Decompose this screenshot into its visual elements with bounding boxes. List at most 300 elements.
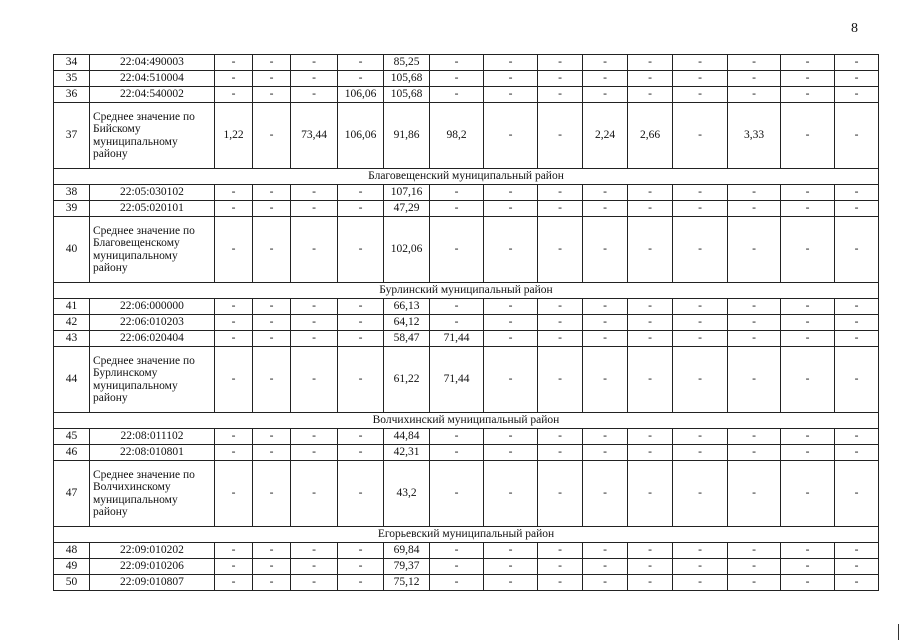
- value-cell: 105,68: [384, 71, 430, 87]
- cadastral-values-table: [53, 54, 879, 591]
- row-number: 48: [54, 543, 90, 559]
- value-cell: -: [583, 461, 628, 527]
- cadastral-code: 22:09:010807: [90, 575, 215, 591]
- average-label: Среднее значение по Благовещенскому муниципальному району: [90, 217, 215, 283]
- value-cell: -: [673, 185, 728, 201]
- value-cell: -: [253, 71, 291, 87]
- value-cell: -: [253, 103, 291, 169]
- value-cell: -: [215, 461, 253, 527]
- value-cell: -: [538, 71, 583, 87]
- value-cell: -: [338, 461, 384, 527]
- value-cell: -: [583, 217, 628, 283]
- value-cell: -: [338, 331, 384, 347]
- value-cell: -: [253, 445, 291, 461]
- value-cell: -: [291, 445, 338, 461]
- value-cell: -: [728, 445, 781, 461]
- value-cell: -: [781, 445, 835, 461]
- value-cell: 85,25: [384, 55, 430, 71]
- value-cell: 44,84: [384, 429, 430, 445]
- value-cell: -: [673, 299, 728, 315]
- value-cell: -: [430, 299, 484, 315]
- value-cell: -: [583, 559, 628, 575]
- value-cell: -: [583, 331, 628, 347]
- value-cell: -: [628, 575, 673, 591]
- row-number: 47: [54, 461, 90, 527]
- value-cell: -: [781, 201, 835, 217]
- value-cell: -: [835, 103, 879, 169]
- value-cell: -: [628, 71, 673, 87]
- value-cell: -: [781, 55, 835, 71]
- row-number: 40: [54, 217, 90, 283]
- value-cell: -: [538, 217, 583, 283]
- value-cell: -: [430, 315, 484, 331]
- value-cell: -: [781, 103, 835, 169]
- value-cell: 64,12: [384, 315, 430, 331]
- district-average-row: [54, 461, 879, 527]
- cadastral-code: 22:06:000000: [90, 299, 215, 315]
- value-cell: -: [538, 445, 583, 461]
- value-cell: -: [215, 315, 253, 331]
- value-cell: -: [835, 559, 879, 575]
- value-cell: -: [673, 55, 728, 71]
- value-cell: -: [291, 185, 338, 201]
- district-section-row: [54, 169, 879, 185]
- value-cell: -: [215, 299, 253, 315]
- row-number: 49: [54, 559, 90, 575]
- value-cell: -: [835, 331, 879, 347]
- value-cell: -: [538, 461, 583, 527]
- value-cell: -: [430, 71, 484, 87]
- value-cell: 42,31: [384, 445, 430, 461]
- value-cell: 107,16: [384, 185, 430, 201]
- value-cell: -: [628, 185, 673, 201]
- value-cell: -: [215, 217, 253, 283]
- value-cell: -: [728, 299, 781, 315]
- value-cell: -: [484, 299, 538, 315]
- value-cell: -: [673, 103, 728, 169]
- table-row: [54, 445, 879, 461]
- value-cell: -: [583, 445, 628, 461]
- value-cell: -: [673, 559, 728, 575]
- value-cell: -: [628, 331, 673, 347]
- value-cell: -: [583, 201, 628, 217]
- value-cell: -: [673, 575, 728, 591]
- value-cell: -: [484, 55, 538, 71]
- value-cell: -: [538, 87, 583, 103]
- value-cell: 2,24: [583, 103, 628, 169]
- value-cell: -: [291, 331, 338, 347]
- value-cell: -: [253, 299, 291, 315]
- row-number: 39: [54, 201, 90, 217]
- district-average-row: [54, 347, 879, 413]
- value-cell: -: [628, 445, 673, 461]
- value-cell: -: [215, 185, 253, 201]
- cadastral-code: 22:06:020404: [90, 331, 215, 347]
- value-cell: -: [215, 201, 253, 217]
- value-cell: -: [253, 461, 291, 527]
- value-cell: -: [628, 315, 673, 331]
- cadastral-code: 22:04:540002: [90, 87, 215, 103]
- value-cell: -: [673, 429, 728, 445]
- value-cell: -: [253, 559, 291, 575]
- value-cell: -: [484, 315, 538, 331]
- average-label: Среднее значение по Бурлинскому муниципальному району: [90, 347, 215, 413]
- value-cell: -: [291, 87, 338, 103]
- value-cell: -: [484, 559, 538, 575]
- value-cell: -: [253, 347, 291, 413]
- value-cell: -: [835, 87, 879, 103]
- value-cell: -: [781, 87, 835, 103]
- value-cell: -: [835, 429, 879, 445]
- value-cell: -: [484, 201, 538, 217]
- value-cell: 75,12: [384, 575, 430, 591]
- row-number: 43: [54, 331, 90, 347]
- value-cell: -: [484, 87, 538, 103]
- value-cell: -: [484, 461, 538, 527]
- average-label: Среднее значение по Волчихинскому муниципальному району: [90, 461, 215, 527]
- value-cell: -: [538, 103, 583, 169]
- district-section-row: [54, 283, 879, 299]
- value-cell: -: [728, 315, 781, 331]
- value-cell: -: [583, 87, 628, 103]
- value-cell: -: [728, 575, 781, 591]
- value-cell: -: [291, 201, 338, 217]
- value-cell: -: [253, 201, 291, 217]
- value-cell: -: [583, 71, 628, 87]
- value-cell: -: [728, 71, 781, 87]
- cadastral-code: 22:09:010206: [90, 559, 215, 575]
- value-cell: -: [673, 461, 728, 527]
- value-cell: -: [253, 185, 291, 201]
- value-cell: -: [253, 87, 291, 103]
- value-cell: 79,37: [384, 559, 430, 575]
- value-cell: -: [484, 185, 538, 201]
- value-cell: -: [781, 299, 835, 315]
- cadastral-code: 22:04:490003: [90, 55, 215, 71]
- value-cell: -: [430, 185, 484, 201]
- value-cell: 3,33: [728, 103, 781, 169]
- value-cell: -: [673, 347, 728, 413]
- value-cell: -: [338, 185, 384, 201]
- value-cell: -: [430, 461, 484, 527]
- value-cell: -: [728, 543, 781, 559]
- value-cell: -: [583, 347, 628, 413]
- value-cell: -: [484, 103, 538, 169]
- value-cell: -: [781, 331, 835, 347]
- table-row: [54, 201, 879, 217]
- value-cell: -: [215, 445, 253, 461]
- value-cell: -: [728, 87, 781, 103]
- value-cell: -: [538, 543, 583, 559]
- value-cell: -: [728, 559, 781, 575]
- value-cell: -: [484, 71, 538, 87]
- value-cell: -: [781, 315, 835, 331]
- value-cell: -: [673, 217, 728, 283]
- value-cell: 66,13: [384, 299, 430, 315]
- value-cell: -: [215, 559, 253, 575]
- district-title: Благовещенский муниципальный район: [54, 169, 879, 185]
- value-cell: -: [628, 461, 673, 527]
- value-cell: -: [628, 87, 673, 103]
- value-cell: -: [835, 201, 879, 217]
- value-cell: -: [430, 429, 484, 445]
- value-cell: -: [728, 217, 781, 283]
- value-cell: -: [835, 71, 879, 87]
- value-cell: -: [781, 461, 835, 527]
- table-row: [54, 543, 879, 559]
- value-cell: -: [338, 445, 384, 461]
- table-row: [54, 185, 879, 201]
- value-cell: -: [835, 299, 879, 315]
- page-number: 8: [851, 21, 858, 36]
- value-cell: -: [728, 347, 781, 413]
- value-cell: -: [484, 429, 538, 445]
- value-cell: -: [338, 217, 384, 283]
- value-cell: -: [673, 87, 728, 103]
- value-cell: -: [291, 217, 338, 283]
- table-row: [54, 315, 879, 331]
- value-cell: -: [430, 87, 484, 103]
- value-cell: -: [728, 429, 781, 445]
- value-cell: -: [253, 575, 291, 591]
- value-cell: -: [215, 575, 253, 591]
- value-cell: -: [484, 543, 538, 559]
- row-number: 37: [54, 103, 90, 169]
- value-cell: -: [628, 299, 673, 315]
- value-cell: 43,2: [384, 461, 430, 527]
- value-cell: -: [338, 55, 384, 71]
- value-cell: -: [484, 217, 538, 283]
- value-cell: -: [728, 331, 781, 347]
- value-cell: 102,06: [384, 217, 430, 283]
- value-cell: -: [291, 559, 338, 575]
- table-row: [54, 331, 879, 347]
- table-row: [54, 299, 879, 315]
- value-cell: -: [583, 315, 628, 331]
- value-cell: -: [215, 55, 253, 71]
- value-cell: -: [835, 575, 879, 591]
- value-cell: -: [835, 445, 879, 461]
- table-row: [54, 55, 879, 71]
- value-cell: -: [673, 543, 728, 559]
- value-cell: -: [781, 559, 835, 575]
- value-cell: -: [338, 347, 384, 413]
- value-cell: -: [538, 201, 583, 217]
- cadastral-code: 22:08:011102: [90, 429, 215, 445]
- value-cell: -: [484, 575, 538, 591]
- value-cell: 73,44: [291, 103, 338, 169]
- value-cell: -: [291, 429, 338, 445]
- value-cell: -: [781, 575, 835, 591]
- value-cell: -: [835, 55, 879, 71]
- value-cell: -: [291, 461, 338, 527]
- row-number: 36: [54, 87, 90, 103]
- value-cell: -: [215, 87, 253, 103]
- value-cell: -: [628, 543, 673, 559]
- value-cell: 105,68: [384, 87, 430, 103]
- value-cell: -: [781, 185, 835, 201]
- value-cell: -: [538, 347, 583, 413]
- value-cell: -: [291, 315, 338, 331]
- district-section-row: [54, 413, 879, 429]
- value-cell: -: [338, 559, 384, 575]
- value-cell: -: [538, 55, 583, 71]
- value-cell: -: [291, 299, 338, 315]
- value-cell: -: [583, 575, 628, 591]
- value-cell: 71,44: [430, 331, 484, 347]
- value-cell: -: [835, 315, 879, 331]
- value-cell: 91,86: [384, 103, 430, 169]
- value-cell: -: [215, 429, 253, 445]
- value-cell: -: [835, 347, 879, 413]
- value-cell: -: [628, 347, 673, 413]
- value-cell: -: [835, 217, 879, 283]
- value-cell: -: [215, 347, 253, 413]
- cadastral-code: 22:05:030102: [90, 185, 215, 201]
- value-cell: -: [253, 217, 291, 283]
- value-cell: -: [215, 543, 253, 559]
- table-row: [54, 429, 879, 445]
- value-cell: -: [430, 543, 484, 559]
- value-cell: -: [338, 575, 384, 591]
- value-cell: -: [628, 429, 673, 445]
- value-cell: -: [673, 201, 728, 217]
- value-cell: 98,2: [430, 103, 484, 169]
- cadastral-code: 22:08:010801: [90, 445, 215, 461]
- value-cell: -: [253, 315, 291, 331]
- value-cell: -: [538, 429, 583, 445]
- value-cell: -: [484, 331, 538, 347]
- table-row: [54, 71, 879, 87]
- value-cell: -: [538, 315, 583, 331]
- value-cell: -: [338, 71, 384, 87]
- value-cell: -: [215, 331, 253, 347]
- value-cell: -: [673, 71, 728, 87]
- value-cell: -: [430, 445, 484, 461]
- value-cell: -: [781, 347, 835, 413]
- value-cell: 61,22: [384, 347, 430, 413]
- value-cell: -: [338, 201, 384, 217]
- value-cell: -: [781, 429, 835, 445]
- value-cell: 71,44: [430, 347, 484, 413]
- value-cell: -: [484, 445, 538, 461]
- value-cell: -: [430, 201, 484, 217]
- district-title: Бурлинский муниципальный район: [54, 283, 879, 299]
- cadastral-code: 22:06:010203: [90, 315, 215, 331]
- value-cell: -: [430, 575, 484, 591]
- district-average-row: [54, 103, 879, 169]
- value-cell: 106,06: [338, 87, 384, 103]
- value-cell: -: [781, 543, 835, 559]
- value-cell: -: [673, 315, 728, 331]
- value-cell: -: [583, 429, 628, 445]
- cadastral-code: 22:04:510004: [90, 71, 215, 87]
- value-cell: -: [583, 55, 628, 71]
- table-row: [54, 575, 879, 591]
- value-cell: -: [781, 217, 835, 283]
- row-number: 46: [54, 445, 90, 461]
- average-label: Среднее значение по Бийскому муниципальному району: [90, 103, 215, 169]
- value-cell: 58,47: [384, 331, 430, 347]
- cadastral-code: 22:05:020101: [90, 201, 215, 217]
- value-cell: -: [291, 71, 338, 87]
- table-row: [54, 87, 879, 103]
- value-cell: -: [628, 559, 673, 575]
- value-cell: -: [673, 445, 728, 461]
- value-cell: -: [538, 299, 583, 315]
- row-number: 41: [54, 299, 90, 315]
- value-cell: -: [291, 55, 338, 71]
- value-cell: -: [583, 185, 628, 201]
- district-average-row: [54, 217, 879, 283]
- row-number: 44: [54, 347, 90, 413]
- value-cell: -: [781, 71, 835, 87]
- value-cell: 106,06: [338, 103, 384, 169]
- row-number: 34: [54, 55, 90, 71]
- edge-mark: [898, 624, 899, 640]
- value-cell: -: [835, 185, 879, 201]
- value-cell: -: [253, 543, 291, 559]
- value-cell: -: [338, 429, 384, 445]
- district-title: Волчихинский муниципальный район: [54, 413, 879, 429]
- value-cell: -: [291, 347, 338, 413]
- value-cell: -: [728, 185, 781, 201]
- value-cell: -: [835, 543, 879, 559]
- value-cell: -: [253, 331, 291, 347]
- value-cell: -: [538, 575, 583, 591]
- value-cell: -: [728, 55, 781, 71]
- value-cell: -: [728, 201, 781, 217]
- district-section-row: [54, 527, 879, 543]
- value-cell: -: [253, 429, 291, 445]
- value-cell: -: [538, 331, 583, 347]
- value-cell: -: [484, 347, 538, 413]
- value-cell: -: [673, 331, 728, 347]
- value-cell: 1,22: [215, 103, 253, 169]
- value-cell: -: [291, 575, 338, 591]
- row-number: 45: [54, 429, 90, 445]
- value-cell: -: [338, 543, 384, 559]
- value-cell: -: [291, 543, 338, 559]
- value-cell: -: [253, 55, 291, 71]
- value-cell: -: [628, 217, 673, 283]
- cadastral-code: 22:09:010202: [90, 543, 215, 559]
- table-row: [54, 559, 879, 575]
- value-cell: -: [728, 461, 781, 527]
- value-cell: -: [338, 315, 384, 331]
- row-number: 38: [54, 185, 90, 201]
- value-cell: -: [538, 185, 583, 201]
- district-title: Егорьевский муниципальный район: [54, 527, 879, 543]
- value-cell: -: [215, 71, 253, 87]
- row-number: 42: [54, 315, 90, 331]
- value-cell: 47,29: [384, 201, 430, 217]
- value-cell: -: [538, 559, 583, 575]
- value-cell: 69,84: [384, 543, 430, 559]
- value-cell: -: [835, 461, 879, 527]
- value-cell: -: [430, 559, 484, 575]
- value-cell: -: [628, 55, 673, 71]
- value-cell: 2,66: [628, 103, 673, 169]
- value-cell: -: [338, 299, 384, 315]
- row-number: 50: [54, 575, 90, 591]
- value-cell: -: [430, 55, 484, 71]
- value-cell: -: [628, 201, 673, 217]
- value-cell: -: [430, 217, 484, 283]
- value-cell: -: [583, 543, 628, 559]
- row-number: 35: [54, 71, 90, 87]
- value-cell: -: [583, 299, 628, 315]
